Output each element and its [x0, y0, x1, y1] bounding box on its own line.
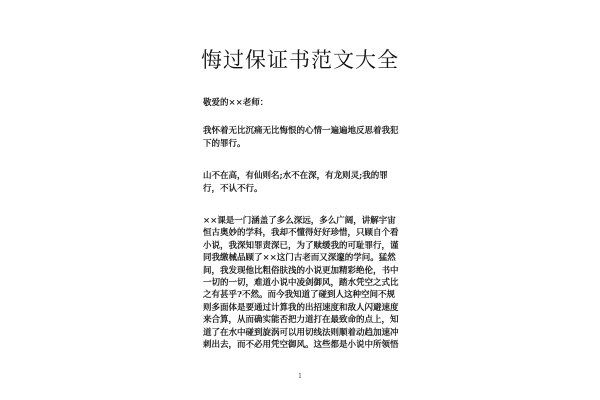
paragraph-1: 我怀着无比沉痛无比悔恨的心情一遍遍地反思着我犯下的罪行。 — [203, 126, 399, 149]
page-number: 1 — [298, 373, 302, 380]
paragraph-2: 山不在高，有仙则名;水不在深，有龙则灵;我的罪行，不认不行。 — [203, 171, 388, 194]
paragraph-3: ××课是一门涵盖了多么深远，多么广阔，讲解宇宙恒古奥妙的学科，我却不懂得好好珍惜，只顾自个看小说，我深知罪责深已，为了赎缓我的可耻罪行，谨同我缴械品顾了××这门古老而又深邃的学问。猛然间，我发现他比粗俗肤浅的小说更加精彩绝伦，书中一切的一切，难道小说中凌剑御风，踏水凭空之式比之有甚乎?不然。而今我知道了碰到人这种空间不规则多面体是要通过计算我的出招速度和敌人闪避速度来合算，从而确实能否把力道打在最致命的点上，知道了在水中碰到旋涡可以用切线法则顺着动趋加速冲刺出去，而不必用凭空御风。这些都是小说中所领悟 — [203, 216, 399, 351]
document-title: 悔过保证书范文大全 — [201, 48, 399, 72]
salutation: 敬爱的××老师： — [203, 98, 269, 108]
